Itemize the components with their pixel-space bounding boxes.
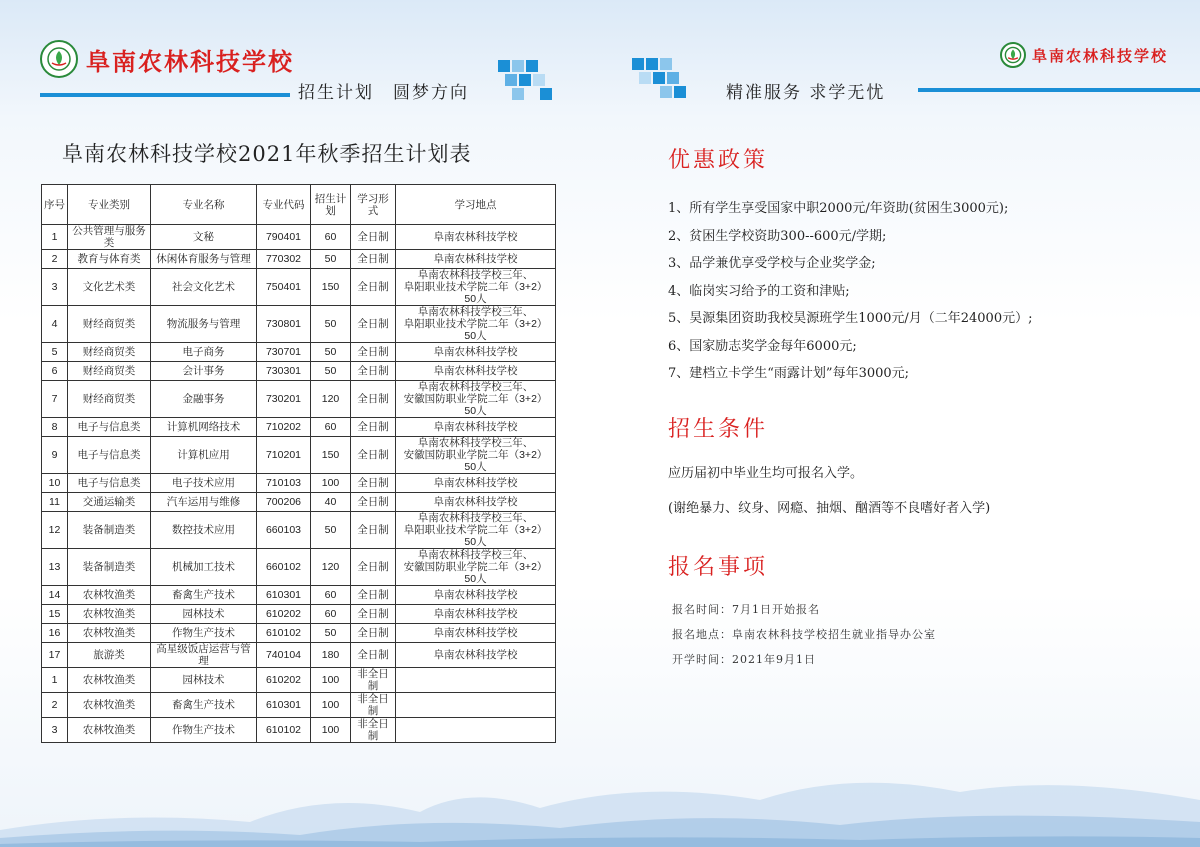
table-row [42,643,556,668]
table-cell: 农林牧渔类 [68,668,151,693]
table-cell: 阜南农林科技学校 [396,418,556,437]
table-cell: 阜南农林科技学校三年、 阜阳职业技术学院二年（3+2）50人 [396,269,556,306]
registration-title: 报名事项 [668,555,769,580]
table-cell: 教育与体育类 [68,250,151,269]
table-cell: 120 [311,549,351,586]
table-cell: 60 [311,418,351,437]
conditions-text: 应历届初中毕业生均可报名入学。 [668,466,864,481]
table-cell: 全日制 [351,624,396,643]
table-cell: 全日制 [351,549,396,586]
table-cell: 全日制 [351,343,396,362]
table-cell: 全日制 [351,225,396,250]
table-cell: 全日制 [351,306,396,343]
table-cell: 50 [311,362,351,381]
table-cell: 阜南农林科技学校 [396,493,556,512]
table-cell: 文化艺术类 [68,269,151,306]
table-row [42,250,556,269]
table-cell: 全日制 [351,605,396,624]
table-cell: 阜南农林科技学校 [396,624,556,643]
school-emblem-icon [40,40,78,78]
header-band-left [40,93,290,97]
table-row [42,437,556,474]
table-cell: 150 [311,437,351,474]
table-cell: 660102 [257,549,311,586]
conditions-note: (谢绝暴力、纹身、网瘾、抽烟、酗酒等不良嗜好者入学) [668,501,991,516]
table-cell: 11 [42,493,68,512]
conditions-title: 招生条件 [668,417,769,442]
table-cell: 阜南农林科技学校三年、 阜阳职业技术学院二年（3+2）50人 [396,512,556,549]
table-cell: 730801 [257,306,311,343]
table-cell: 作物生产技术 [151,624,257,643]
registration-time: 报名时间：7月1日开始报名 [672,603,820,616]
table-row [42,225,556,250]
table-cell: 电子技术应用 [151,474,257,493]
table-cell: 100 [311,668,351,693]
table-cell: 710202 [257,418,311,437]
table-row [42,693,556,718]
table-cell: 750401 [257,269,311,306]
column-header: 专业名称 [151,185,257,225]
table-cell: 50 [311,624,351,643]
table-cell: 8 [42,418,68,437]
table-cell: 汽车运用与维修 [151,493,257,512]
school-logo-left [40,40,294,78]
table-cell: 农林牧渔类 [68,693,151,718]
table-cell: 610301 [257,693,311,718]
list-item: 4、临岗实习给予的工资和津贴; [668,283,850,299]
table-row [42,269,556,306]
table-cell: 物流服务与管理 [151,306,257,343]
table-cell: 610102 [257,718,311,743]
column-header: 学习形式 [351,185,396,225]
table-header-row [42,185,556,225]
table-cell: 610202 [257,605,311,624]
table-row [42,512,556,549]
table-cell: 全日制 [351,418,396,437]
table-cell: 计算机网络技术 [151,418,257,437]
table-cell: 2 [42,693,68,718]
table-cell: 740104 [257,643,311,668]
table-body [42,225,556,743]
table-cell: 9 [42,437,68,474]
table-title: 阜南农林科技学校2021年秋季招生计划表 [62,142,472,166]
table-row [42,381,556,418]
table-cell: 全日制 [351,493,396,512]
table-cell: 710201 [257,437,311,474]
table-cell: 12 [42,512,68,549]
table-cell: 全日制 [351,643,396,668]
table-cell: 40 [311,493,351,512]
policy-title: 优惠政策 [668,148,769,173]
table-row [42,474,556,493]
table-cell: 阜南农林科技学校 [396,250,556,269]
table-cell: 全日制 [351,362,396,381]
table-cell: 5 [42,343,68,362]
list-item: 3、品学兼优享受学校与企业奖学金; [668,256,876,271]
header-band-right [918,88,1200,92]
table-cell: 150 [311,269,351,306]
table-cell: 60 [311,225,351,250]
table-cell: 高星级饭店运营与管理 [151,643,257,668]
table-cell: 阜南农林科技学校三年、 安徽国防职业学院二年（3+2）50人 [396,549,556,586]
table-cell: 会计事务 [151,362,257,381]
slogan-left: 招生计划 圆梦方向 [298,83,469,103]
table-cell: 4 [42,306,68,343]
table-row [42,549,556,586]
table-cell: 50 [311,343,351,362]
table-cell: 交通运输类 [68,493,151,512]
enrollment-plan-table [41,184,556,743]
table-cell: 电子与信息类 [68,474,151,493]
table-cell: 全日制 [351,269,396,306]
list-item: 2、贫困生学校资助300--600元/学期; [668,228,887,244]
table-cell: 790401 [257,225,311,250]
table-cell: 非全日制 [351,668,396,693]
list-item: 7、建档立卡学生“雨露计划”每年3000元; [668,366,910,381]
table-row [42,343,556,362]
column-header: 招生计划 [311,185,351,225]
table-cell: 2 [42,250,68,269]
table-cell: 1 [42,225,68,250]
table-cell: 休闲体育服务与管理 [151,250,257,269]
table-cell: 作物生产技术 [151,718,257,743]
table-cell: 1 [42,668,68,693]
table-row [42,586,556,605]
table-cell: 畜禽生产技术 [151,693,257,718]
table-cell: 7 [42,381,68,418]
table-cell: 装备制造类 [68,549,151,586]
table-cell: 非全日制 [351,718,396,743]
table-cell: 50 [311,250,351,269]
table-cell: 机械加工技术 [151,549,257,586]
policy-list [668,195,1032,388]
table-cell: 17 [42,643,68,668]
table-cell: 农林牧渔类 [68,624,151,643]
table-cell: 730201 [257,381,311,418]
table-cell: 社会文化艺术 [151,269,257,306]
table-cell: 阜南农林科技学校 [396,643,556,668]
table-cell: 610202 [257,668,311,693]
school-start-date: 开学时间：2021年9月1日 [672,653,816,666]
table-cell: 计算机应用 [151,437,257,474]
table-cell: 3 [42,269,68,306]
table-cell: 农林牧渔类 [68,605,151,624]
table-cell: 610102 [257,624,311,643]
table-cell: 阜南农林科技学校三年、 安徽国防职业学院二年（3+2）50人 [396,437,556,474]
table-cell: 15 [42,605,68,624]
mosaic-decoration-right [632,58,692,106]
table-cell: 装备制造类 [68,512,151,549]
table-cell: 阜南农林科技学校 [396,362,556,381]
table-row [42,362,556,381]
table-row [42,418,556,437]
table-cell: 60 [311,605,351,624]
table-row [42,605,556,624]
table-cell: 阜南农林科技学校 [396,605,556,624]
table-cell [396,693,556,718]
table-cell: 全日制 [351,437,396,474]
table-cell: 610301 [257,586,311,605]
table-cell: 180 [311,643,351,668]
table-cell: 730701 [257,343,311,362]
table-cell: 园林技术 [151,605,257,624]
table-cell: 金融事务 [151,381,257,418]
list-item: 6、国家励志奖学金每年6000元; [668,338,857,354]
table-cell: 14 [42,586,68,605]
table-cell: 旅游类 [68,643,151,668]
school-emblem-icon [1000,42,1026,68]
table-cell: 阜南农林科技学校 [396,586,556,605]
list-item: 5、昊源集团资助我校昊源班学生1000元/月（二年24000元）; [668,311,1033,326]
mosaic-decoration-left [498,60,558,108]
table-cell: 非全日制 [351,693,396,718]
table-cell: 阜南农林科技学校三年、 阜阳职业技术学院二年（3+2）50人 [396,306,556,343]
table-cell: 710103 [257,474,311,493]
table-cell: 660103 [257,512,311,549]
table-cell: 阜南农林科技学校 [396,474,556,493]
school-name: 阜南农林科技学校 [86,46,294,76]
table-cell: 全日制 [351,250,396,269]
table-row [42,624,556,643]
column-header: 专业代码 [257,185,311,225]
column-header: 序号 [42,185,68,225]
column-header: 专业类别 [68,185,151,225]
table-cell: 财经商贸类 [68,306,151,343]
table-cell: 财经商贸类 [68,381,151,418]
table-cell: 阜南农林科技学校三年、 安徽国防职业学院二年（3+2）50人 [396,381,556,418]
table-cell: 100 [311,693,351,718]
table-cell: 120 [311,381,351,418]
table-cell: 电子与信息类 [68,437,151,474]
table-cell: 100 [311,718,351,743]
table-cell: 13 [42,549,68,586]
table-row [42,306,556,343]
table-cell: 60 [311,586,351,605]
mountain-background [0,730,1200,847]
table-row [42,668,556,693]
table-cell: 全日制 [351,586,396,605]
registration-list [672,597,936,672]
table-cell: 全日制 [351,512,396,549]
table-cell: 全日制 [351,381,396,418]
table-cell: 700206 [257,493,311,512]
table-cell: 3 [42,718,68,743]
table-cell: 财经商贸类 [68,362,151,381]
registration-place: 报名地点：阜南农林科技学校招生就业指导办公室 [672,628,936,641]
table-cell: 50 [311,512,351,549]
slogan-right: 精准服务 求学无忧 [726,83,886,103]
table-cell: 全日制 [351,474,396,493]
table-row [42,493,556,512]
table-cell: 730301 [257,362,311,381]
school-name-small: 阜南农林科技学校 [1032,46,1169,65]
list-item: 1、所有学生享受国家中职2000元/年资助(贫困生3000元); [668,201,1009,216]
table-cell: 农林牧渔类 [68,718,151,743]
table-cell: 10 [42,474,68,493]
table-cell: 财经商贸类 [68,343,151,362]
table-cell: 阜南农林科技学校 [396,343,556,362]
table-cell: 电子与信息类 [68,418,151,437]
table-cell: 文秘 [151,225,257,250]
table-cell: 770302 [257,250,311,269]
table-cell: 园林技术 [151,668,257,693]
column-header: 学习地点 [396,185,556,225]
table-cell: 6 [42,362,68,381]
table-cell: 阜南农林科技学校 [396,225,556,250]
table-cell: 16 [42,624,68,643]
table-cell [396,668,556,693]
school-logo-right [1000,42,1168,68]
table-cell: 数控技术应用 [151,512,257,549]
table-cell: 100 [311,474,351,493]
table-cell: 农林牧渔类 [68,586,151,605]
table-cell: 畜禽生产技术 [151,586,257,605]
table-cell: 公共管理与服务类 [68,225,151,250]
table-cell: 50 [311,306,351,343]
table-cell: 电子商务 [151,343,257,362]
